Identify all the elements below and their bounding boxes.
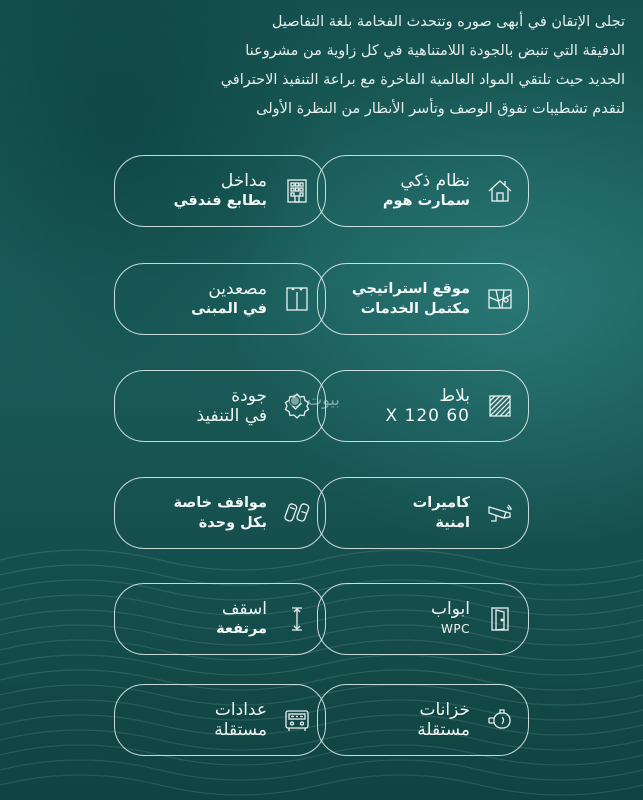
watermark: بيوت ◉: [288, 390, 340, 409]
feature-title: اسقف: [221, 599, 267, 619]
tiles-icon: [486, 392, 514, 420]
feature-card-cameras: [317, 477, 529, 549]
intro-line: تجلى الإتقان في أبهى صوره وتتحدث الفخامة بلغة التفاصيل: [271, 14, 625, 30]
feature-title: بلاط: [439, 386, 470, 406]
feature-title: عدادات: [214, 700, 267, 720]
feature-card-tanks: [317, 684, 529, 756]
height-icon: [283, 605, 311, 633]
feature-card-ceilings: [114, 583, 326, 655]
feature-title: خزانات: [419, 700, 470, 720]
feature-title: مصعدين: [208, 279, 267, 299]
feature-title: نظام ذكي: [400, 171, 470, 191]
feature-card-parking: [114, 477, 326, 549]
feature-subtitle: مرتفعة: [216, 621, 267, 637]
feature-subtitle: مستقلة: [417, 720, 470, 740]
smart-home-icon: [486, 177, 514, 205]
feature-title: موقع استراتيجي: [351, 281, 470, 297]
feature-subtitle: 60 X 120: [385, 406, 470, 426]
feature-card-meters: [114, 684, 326, 756]
feature-subtitle: مكتمل الخدمات: [360, 301, 470, 317]
feature-subtitle: WPC: [441, 622, 470, 636]
feature-card-tiles: [317, 370, 529, 442]
feature-subtitle: في التنفيذ: [196, 406, 267, 426]
feature-title: مواقف خاصة: [173, 495, 267, 511]
feature-card-location: [317, 263, 529, 335]
feature-subtitle: مستقلة: [214, 720, 267, 740]
feature-card-doors: [317, 583, 529, 655]
feature-card-smart-home: [317, 155, 529, 227]
building-icon: [283, 177, 311, 205]
door-icon: [486, 605, 514, 633]
feature-card-lobby: [114, 155, 326, 227]
parking-icon: [283, 499, 311, 527]
feature-card-elevators: [114, 263, 326, 335]
feature-title: جودة: [231, 386, 267, 406]
watermark-text: بيوت: [307, 390, 340, 409]
intro-line: لتقدم تشطيبات تفوق الوصف وتأسر الأنظار من النظرة الأولى: [256, 101, 625, 117]
feature-subtitle: بطابع فندقي: [173, 193, 267, 209]
map-icon: [486, 285, 514, 313]
feature-subtitle: بكل وحدة: [198, 515, 267, 531]
feature-title: مداخل: [220, 171, 267, 191]
feature-subtitle: امنية: [435, 515, 470, 531]
feature-subtitle: سمارت هوم: [382, 193, 470, 209]
feature-title: ابواب: [431, 599, 470, 619]
water-tank-icon: [486, 706, 514, 734]
feature-title: كاميرات: [412, 495, 470, 511]
meter-icon: [283, 706, 311, 734]
elevator-icon: [283, 285, 311, 313]
feature-subtitle: في المبنى: [191, 301, 267, 317]
intro-paragraph: [145, 8, 625, 124]
intro-line: الجديد حيث تلتقي المواد العالمية الفاخرة مع براعة التنفيذ الاحترافي: [220, 72, 625, 88]
intro-line: الدقيقة التي تنبض بالجودة اللامتناهية في كل زاوية من مشروعنا: [245, 43, 625, 59]
security-camera-icon: [486, 499, 514, 527]
